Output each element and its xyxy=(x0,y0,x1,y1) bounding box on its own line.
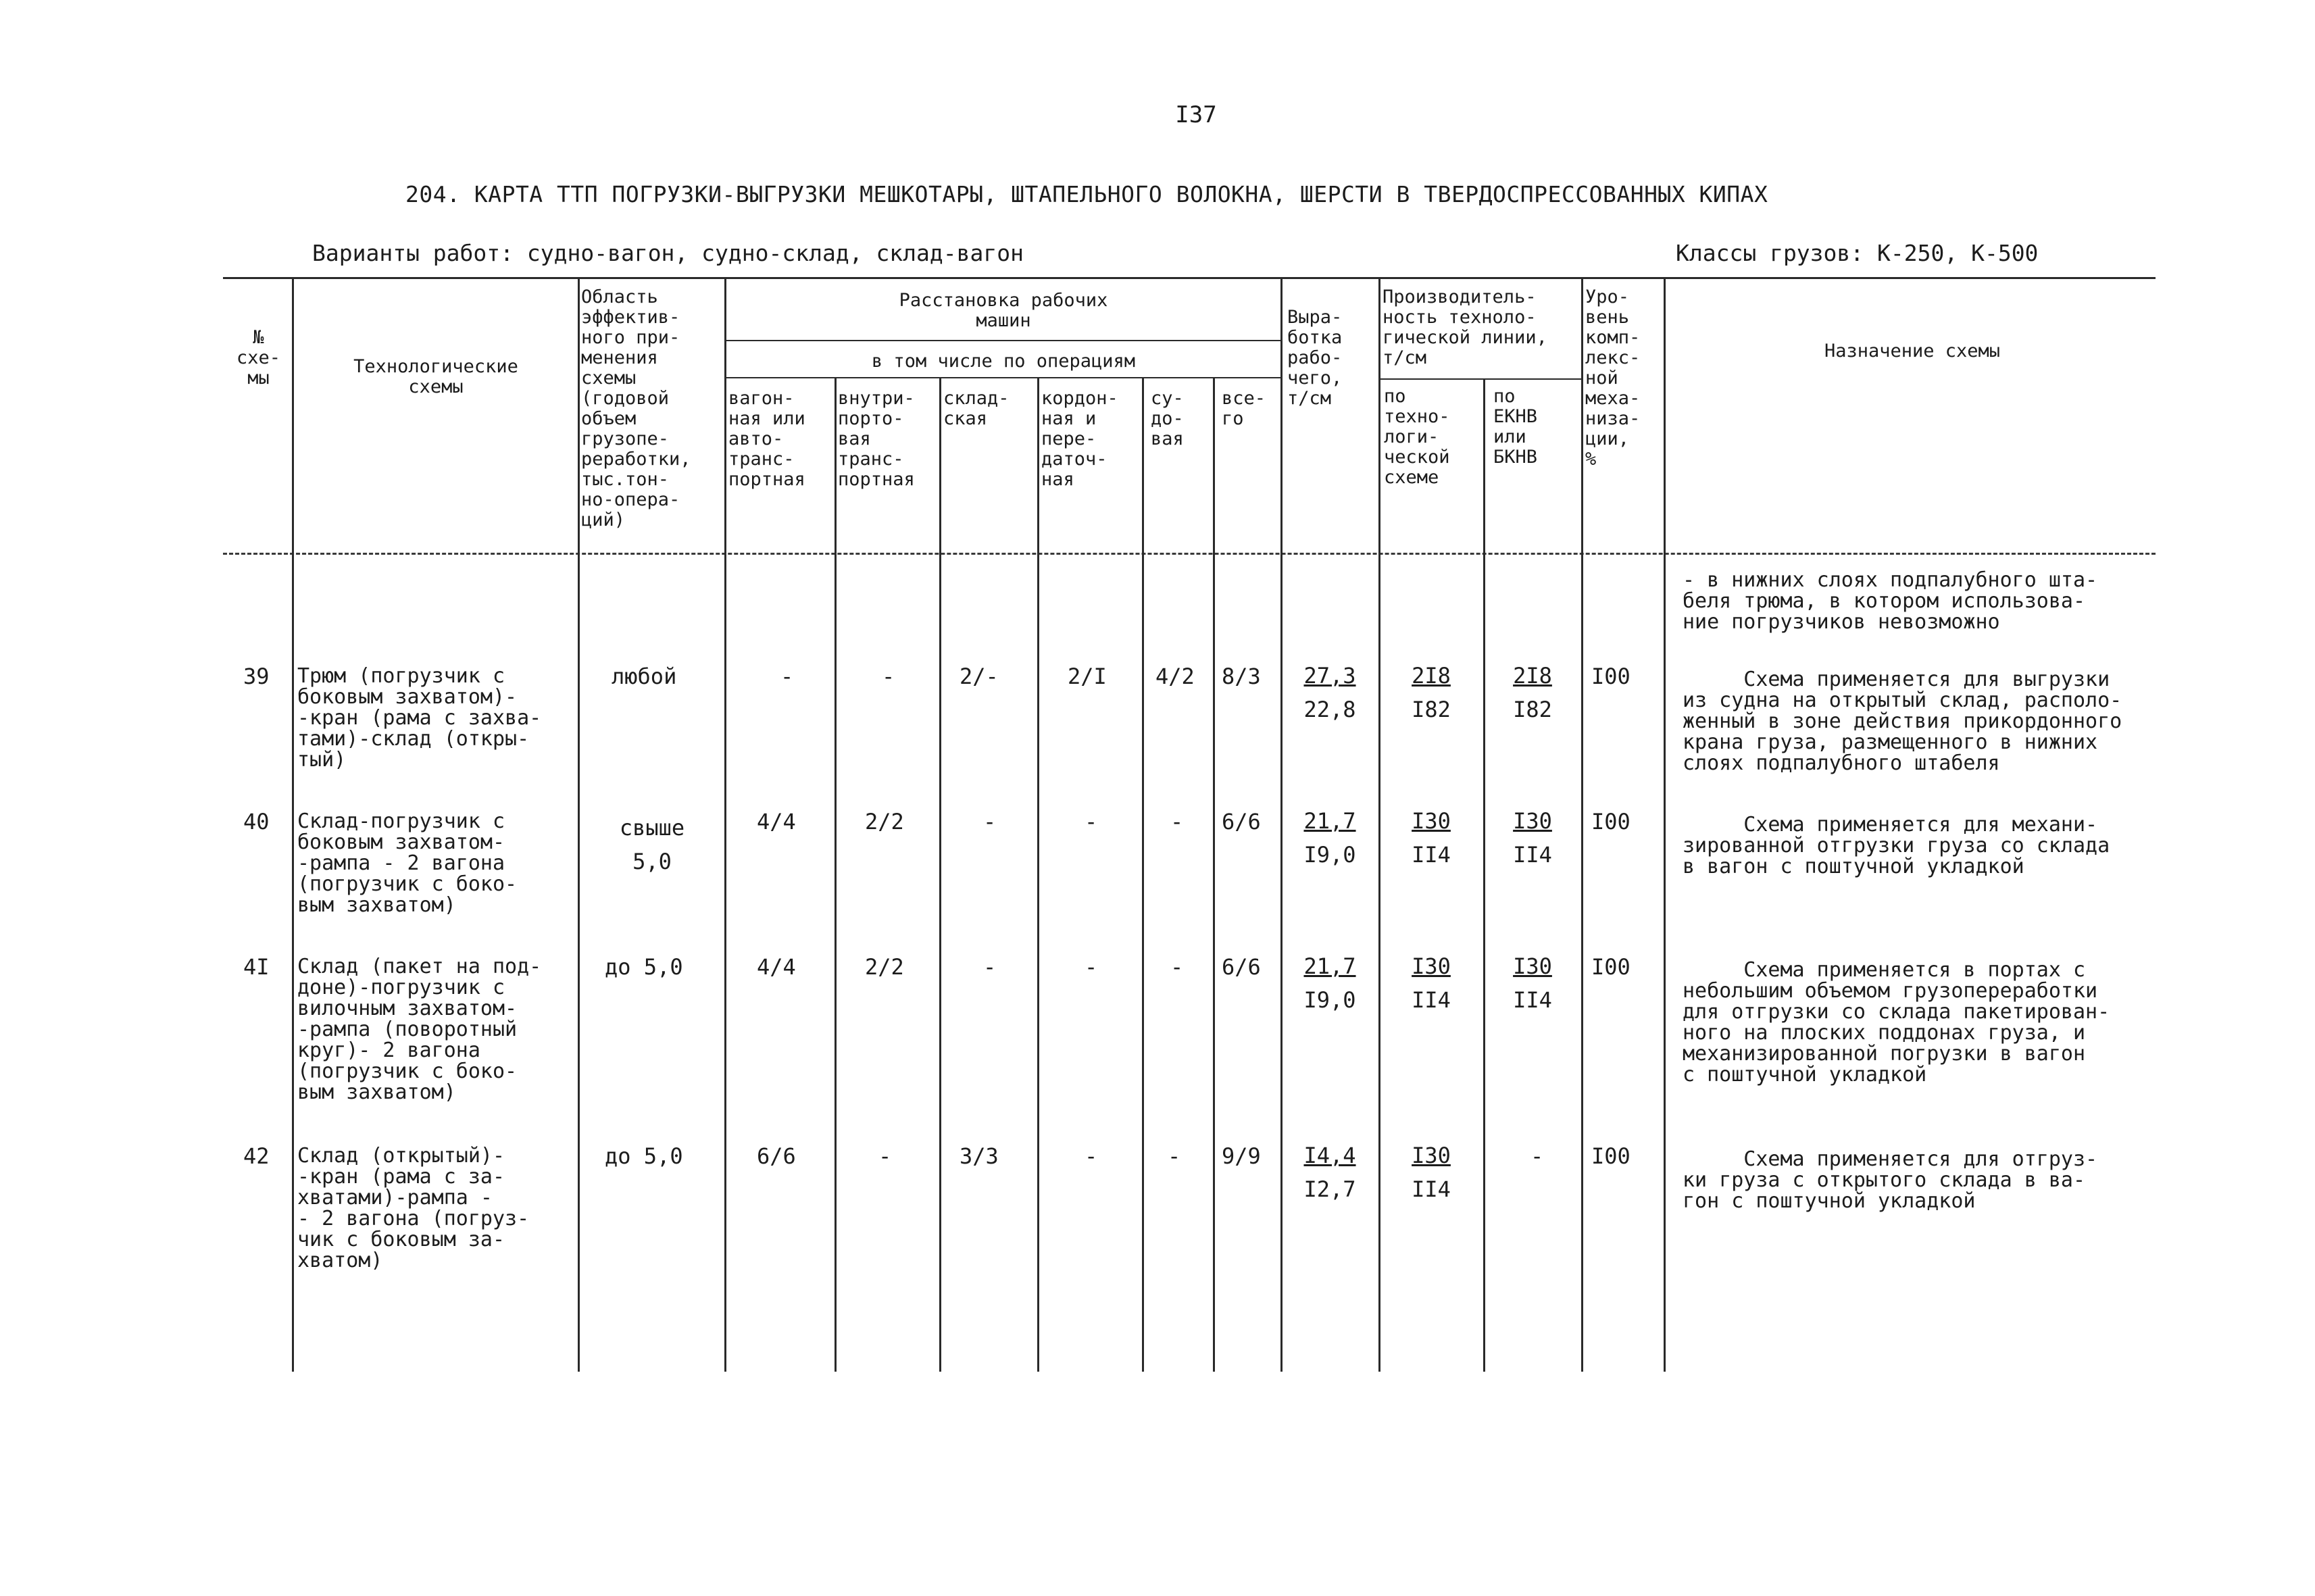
productivity-subheader-rule xyxy=(1378,378,1581,380)
table-row-40-warehouse: - xyxy=(983,809,997,834)
header-machine-placement: Расстановка рабочих машин xyxy=(899,290,1108,331)
table-row-40-output: $\frac{21,7}{I9,0}$ xyxy=(1303,808,1356,868)
header-by-ekhv: по ЕКНВ или БКНВ xyxy=(1493,386,1538,468)
header-cordon: кордон- ная и пере- даточ- ная xyxy=(1041,388,1118,490)
table-row-40-mechanization: I00 xyxy=(1591,809,1631,834)
col-divider-11 xyxy=(1483,378,1485,1372)
header-warehouse: склад- ская xyxy=(943,388,1010,429)
col-divider-13 xyxy=(1664,277,1666,1372)
work-variants: Варианты работ: судно-вагон, судно-склад, склад-вагон xyxy=(312,240,1024,266)
table-row-39-wagon: - xyxy=(780,664,794,689)
table-row-42-mechanization: I00 xyxy=(1591,1143,1631,1169)
table-row-41-scheme: Склад (пакет на под- доне)-погрузчик с вилочным захватом- -рампа (поворотный круг)- 2 вагона (погрузчик с боко- вым захватом) xyxy=(297,955,542,1104)
table-row-40-total: 6/6 xyxy=(1222,809,1261,834)
purpose-continuation-note: - в нижних слоях подпалубного шта- беля трюма, в котором использова- ние погрузчиков невозможно xyxy=(1683,568,2098,634)
table-row-41-wagon: 4/4 xyxy=(757,954,796,980)
col-divider-6 xyxy=(1037,377,1039,1372)
header-line-productivity: Производитель- ность техноло- гической линии, т/см xyxy=(1383,286,1547,368)
table-row-39-warehouse: 2/- xyxy=(960,664,999,689)
table-row-41-total: 6/6 xyxy=(1222,954,1261,980)
table-row-39-intraport: - xyxy=(882,664,895,689)
table-row-40-intraport: 2/2 xyxy=(865,809,904,834)
table-row-41-productivity: $\frac{I30}{II4}$ xyxy=(1412,953,1451,1013)
placement-subheader-rule xyxy=(726,340,1280,341)
table-row-39-ekhv: $\frac{2I8}{I82}$ xyxy=(1513,663,1552,722)
header-bottom-rule xyxy=(223,553,2156,555)
table-row-42-scope: до 5,0 xyxy=(605,1143,683,1169)
table-top-rule xyxy=(223,277,2156,279)
table-row-40-productivity: $\frac{I30}{II4}$ xyxy=(1412,808,1451,868)
table-row-41-output: $\frac{21,7}{I9,0}$ xyxy=(1303,953,1356,1013)
table-row-39-number: 39 xyxy=(243,664,270,689)
table-row-39-ship: 4/2 xyxy=(1155,664,1195,689)
table-row-41-warehouse: - xyxy=(983,954,997,980)
table-row-42-scheme: Склад (открытый)- -кран (рама с за- хватами)-рампа - - 2 вагона (погруз- чик с боковым за- хватом) xyxy=(297,1144,530,1272)
table-row-39-productivity: $\frac{2I8}{I82}$ xyxy=(1412,663,1451,722)
table-row-41-ship: - xyxy=(1170,954,1184,980)
table-row-42-ekhv: - xyxy=(1530,1143,1544,1169)
header-intraport-transport: внутри- порто- вая транс- портная xyxy=(838,388,915,490)
table-row-40-purpose: Схема применяется для механи- зированной отгрузки груза со склада в вагон с поштучной укладкой xyxy=(1683,813,2110,878)
table-row-42-purpose: Схема применяется для отгруз- ки груза с открытого склада в ва- гон с поштучной укладкой xyxy=(1683,1147,2098,1213)
table-row-41-cordon: - xyxy=(1085,954,1098,980)
page-title: 204. КАРТА ТТП ПОГРУЗКИ-ВЫГРУЗКИ МЕШКОТАРЫ, ШТАПЕЛЬНОГО ВОЛОКНА, ШЕРСТИ В ТВЕРДОСПРЕССОВАННЫХ КИПАХ xyxy=(405,181,1768,207)
header-by-operations: в том числе по операциям xyxy=(871,351,1136,372)
table-row-41-intraport: 2/2 xyxy=(865,954,904,980)
table-row-40-ekhv: $\frac{I30}{II4}$ xyxy=(1513,808,1552,868)
col-divider-4 xyxy=(835,377,837,1372)
operations-subheader-rule xyxy=(726,377,1280,378)
table-row-40-number: 40 xyxy=(243,809,270,834)
table-row-42-intraport: - xyxy=(878,1143,892,1169)
col-divider-7 xyxy=(1142,377,1144,1372)
table-row-42-warehouse: 3/3 xyxy=(960,1143,999,1169)
col-divider-1 xyxy=(292,277,294,1372)
col-divider-8 xyxy=(1213,377,1215,1372)
table-row-40-cordon: - xyxy=(1085,809,1098,834)
table-row-39-output: $\frac{27,3}{22,8}$ xyxy=(1303,663,1356,722)
header-worker-output: Выра- ботка рабо- чего, т/см xyxy=(1287,307,1343,409)
header-scheme-number: № схе- мы xyxy=(236,327,281,389)
table-row-41-ekhv: $\frac{I30}{II4}$ xyxy=(1513,953,1552,1013)
table-row-42-productivity: $\frac{I30}{II4}$ xyxy=(1412,1143,1451,1202)
table-row-39-mechanization: I00 xyxy=(1591,664,1631,689)
col-divider-3 xyxy=(724,277,726,1372)
table-row-39-cordon: 2/I xyxy=(1068,664,1107,689)
col-divider-2 xyxy=(578,277,580,1372)
table-row-42-total: 9/9 xyxy=(1222,1143,1261,1169)
page-number: I37 xyxy=(1175,101,1217,128)
table-row-39-scheme: Трюм (погрузчик с боковым захватом)- -кран (рама с захва- тами)-склад (откры- тый) xyxy=(297,664,542,772)
table-row-41-number: 4I xyxy=(243,954,270,980)
table-row-41-purpose: Схема применяется в портах с небольшим объемом грузопереработки для отгрузки со склада пакетирован- ного на плоских поддонах груза, и механизированной погрузки в вагон с поштучной укладкой xyxy=(1683,958,2110,1087)
header-by-tech-scheme: по техно- логи- ческой схеме xyxy=(1384,386,1450,488)
header-ship: су- до- вая xyxy=(1151,388,1184,449)
table-row-42-cordon: - xyxy=(1085,1143,1098,1169)
header-wagon-transport: вагон- ная или авто- транс- портная xyxy=(728,388,805,490)
table-row-40-scheme: Склад-погрузчик с боковым захватом- -рампа - 2 вагона (погрузчик с боко- вым захватом) xyxy=(297,809,518,917)
col-divider-9 xyxy=(1280,277,1283,1372)
header-technological-schemes: Технологические схемы xyxy=(353,356,518,397)
cargo-classes: Классы грузов: К-250, К-500 xyxy=(1676,240,2039,266)
table-row-41-scope: до 5,0 xyxy=(605,954,683,980)
col-divider-5 xyxy=(939,377,941,1372)
table-row-39-purpose: Схема применяется для выгрузки из судна на открытый склад, располо- женный в зоне действия прикордонного крана груза, размещенного в нижних слоях подпалубного штабеля xyxy=(1683,668,2122,775)
table-row-42-wagon: 6/6 xyxy=(757,1143,796,1169)
table-row-42-number: 42 xyxy=(243,1143,270,1169)
header-scope: Область эффектив- ного при- менения схемы (годовой объем грузопе- реработки, тыс.тон- но-опера- ций) xyxy=(581,286,691,530)
table-row-40-ship: - xyxy=(1170,809,1184,834)
table-row-40-scope: свыше 5,0 xyxy=(619,815,685,874)
col-divider-10 xyxy=(1378,277,1380,1372)
header-scheme-purpose: Назначение схемы xyxy=(1824,341,2001,361)
col-divider-12 xyxy=(1581,277,1583,1372)
table-row-39-total: 8/3 xyxy=(1222,664,1261,689)
table-row-39-scope: любой xyxy=(612,664,677,689)
header-mechanization-level: Уро- вень комп- лекс- ной меха- низа- ции, % xyxy=(1585,286,1641,470)
table-row-40-wagon: 4/4 xyxy=(757,809,796,834)
header-total: все- го xyxy=(1222,388,1266,429)
table-row-41-mechanization: I00 xyxy=(1591,954,1631,980)
table-row-42-ship: - xyxy=(1168,1143,1181,1169)
table-row-42-output: $\frac{I4,4}{I2,7}$ xyxy=(1303,1143,1356,1202)
